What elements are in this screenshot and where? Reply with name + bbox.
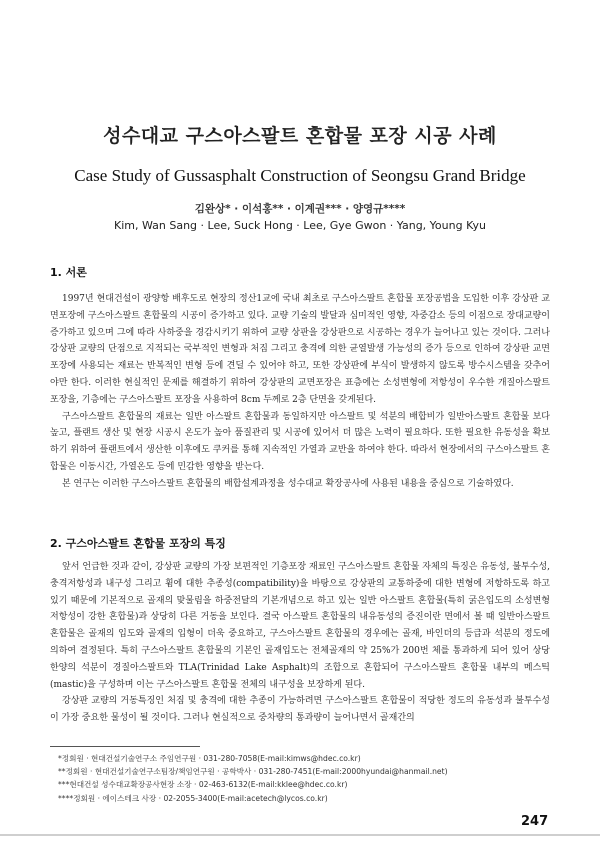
section-heading-introduction: 1. 서론 (50, 266, 87, 279)
authors-korean: 김완상* · 이석홍** · 이계권*** · 양영규**** (194, 203, 406, 215)
authors-english: Kim, Wan Sang · Lee, Suck Hong · Lee, Gye Gwon · Yang, Young Kyu (114, 219, 486, 232)
footnote: ***현대건설 성수대교확장공사현장 소장 · 02-463-6132(E-mail:kklee@hdec.co.kr) (58, 780, 348, 790)
footnote: *정회원 · 현대건설기술연구소 주임연구원 · 031-280-7058(E-mail:kimws@hdec.co.kr) (58, 754, 361, 763)
paragraph: 구스아스팔트 혼합물의 재료는 일반 아스팔트 혼합물과 동일하지만 아스팔트 및 석분의 배합비가 일반아스팔트 혼합물 보다 높고, 플랜트 생산 및 현장 시공시 온도가 높아 품질관리 및 시공에 있어서 더 많은 노력이 필요하다. 또한 필요한 유동성을 확보하기 위하여 플랜트에서 생산한 이후에도 쿠커를 통해 지속적인 가열과 교반을 하여야 한다. 따라서 현장에서의 구스아스팔트 혼합물은 이동시간, 가열온도 등에 민감한 영향을 받는다. (50, 411, 550, 472)
section-body-introduction (50, 291, 550, 493)
page-number: 247 (521, 814, 549, 829)
paper-title-english: Case Study of Gussasphalt Construction of Seongsu Grand Bridge (74, 166, 526, 185)
section-heading-characteristics: 2. 구스아스팔트 혼합물 포장의 특징 (50, 537, 226, 550)
footnote-divider (50, 746, 200, 747)
paragraph: 앞서 언급한 것과 같이, 강상판 교량의 가장 보편적인 기층포장 재료인 구스아스팔트 혼합물 자체의 특징은 유동성, 불투수성, 충격저항성과 내구성 그리고 휨에 대한 추종성(compatibility)을 바탕으로 강상판의 교통하중에 대한 변형에 저항하도록 하고 있기 때문에 기본적으로 골재의 맞물림을 하중전달의 기본개념으로 하고 있는 일반 아스팔트 혼합물(특히 굵은입도의 소성변형 저항성이 강한 혼합물)과 상당히 다른 거동을 보인다. 결국 아스팔트 혼합물의 내유동성의 증진이란 면에서 볼 때 일반아스팔트 혼합물은 골재의 입도와 골재의 입형이 더욱 중요하고, 구스아스팔트 혼합물의 경우에는 골재, 바인더의 등급과 석분의 정도에 의하여 결정된다. 특히 구스아스팔트 혼합물의 기본인 골재입도는 전체골재의 약 25%가 200번 체를 통과하게 되어 있어 상당한양의 석분이 경질아스팔트와 TLA(Trinidad Lake Asphalt)의 조합으로 혼합되어 구스아스팔트 혼합물 내부의 메스틱(mastic)을 구성하며 이는 구스아스팔트 혼합물 전체의 내구성을 보장하게 된다. (50, 562, 550, 690)
bottom-divider (0, 834, 600, 836)
footnotes (58, 752, 538, 805)
paragraph: 강상판 교량의 거동특징인 처짐 및 충격에 대한 추종이 가능하려면 구스아스팔트 혼합물이 적당한 정도의 유동성과 불투수성이 가장 중요한 물성이 될 것이다. 그러나 현실적으로 중차량의 통과량이 늘어나면서 골재간의 (50, 696, 550, 724)
paper-title-korean: 성수대교 구스아스팔트 혼합물 포장 시공 사례 (103, 125, 497, 147)
paragraph: 본 연구는 이러한 구스아스팔트 혼합물의 배합설계과정을 성수대교 확장공사에 사용된 내용을 중심으로 기술하였다. (62, 478, 514, 489)
footnote: ****정회원 · 에이스테크 사장 · 02-2055-3400(E-mail:acetech@lycos.co.kr) (58, 793, 328, 803)
footnote: **정회원 · 현대건설기술연구소팀장/책임연구원 · 공학박사 · 031-280-7451(E-mail:2000hyundai@hanmail.net) (58, 767, 448, 777)
section-body-characteristics (50, 559, 550, 727)
paragraph: 1997년 현대건설이 광양항 배후도로 현장의 정산1교에 국내 최초로 구스아스팔트 혼합물 포장공법을 도입한 이후 강상판 교면포장에 구스아스팔트 혼합물의 시공이 증가하고 있다. 교량 기술의 발달과 심미적인 영향, 자중감소 등의 이점으로 장대교량이 증가하고 있으며 그에 따라 사하중을 경감시키기 위하여 교량 상판을 강상판으로 시공하는 경우가 늘어나고 있는 것이다. 그러나 강상판 교량의 단점으로 지적되는 국부적인 변형과 처짐 그리고 충격에 의한 균열발생 가능성의 증가 등으로 인하여 강상판 교면포장에 사용되는 재료는 반복적인 변형 등에 견딜 수 있어야 하고, 또한 강상판에 부식이 발생하지 않도록 방수시스템을 갖추어야만 한다. 이러한 현실적인 문제를 해결하기 위하여 강상판의 교면포장은 표층에는 소성변형에 저항성이 우수한 개질아스팔트 포장을, 기층에는 구스아스팔트 포장을 사용하여 8cm 두께로 2층 단면을 갖게된다. (50, 294, 550, 405)
